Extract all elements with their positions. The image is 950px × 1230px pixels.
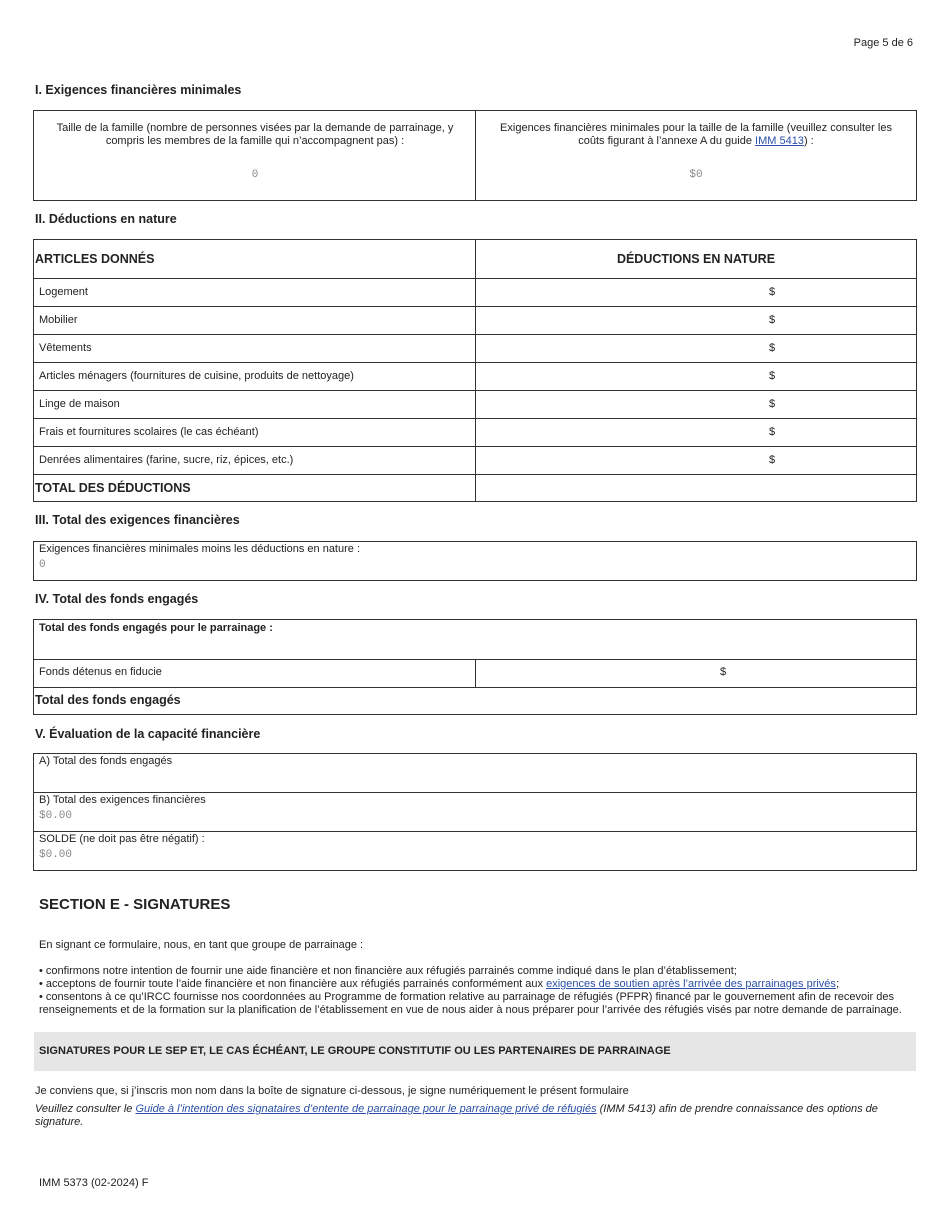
- total-requirements-label: Exigences financières minimales moins les déductions en nature :: [39, 543, 360, 555]
- row-line: [34, 418, 916, 419]
- row-line: [34, 831, 916, 832]
- section-i-title: I. Exigences financières minimales: [35, 83, 242, 97]
- row-line: [34, 390, 916, 391]
- row-line: [34, 362, 916, 363]
- row-input-food[interactable]: $: [769, 454, 776, 466]
- bullet-accept-end: ;: [835, 978, 839, 990]
- signatories-guide-link[interactable]: Guide à l’intention des signataires d’entente de parrainage pour le parrainage privé de réfugiés: [135, 1103, 597, 1115]
- row-label-school: Frais et fournitures scolaires (le cas échéant): [39, 426, 259, 438]
- bullet-confirm: • confirmons notre intention de fournir une aide financière et non financière aux réfugiés parrainés comme indiqué dans le plan d’établissement;: [39, 965, 737, 977]
- min-requirement-label-text: Exigences financières minimales pour la taille de la famille (veuillez consulter les coûts figurant à l’annexe A du guide: [500, 122, 892, 147]
- section-iii-title: III. Total des exigences financières: [35, 513, 240, 527]
- total-requirements-input[interactable]: 0: [39, 559, 46, 571]
- row-input-clothing[interactable]: $: [769, 342, 776, 354]
- row-input-housing[interactable]: $: [769, 286, 776, 298]
- family-size-input[interactable]: 0: [251, 169, 259, 181]
- row-line: [34, 334, 916, 335]
- section-i-table: [33, 110, 917, 201]
- col-header-items: ARTICLES DONNÉS: [35, 252, 155, 266]
- committed-funds-label: Total des fonds engagés pour le parrainage :: [39, 622, 273, 634]
- section-v-title: V. Évaluation de la capacité financière: [35, 727, 261, 741]
- divider: [475, 240, 476, 501]
- trust-funds-input[interactable]: $: [720, 666, 727, 678]
- divider: [475, 111, 476, 200]
- row-label-clothing: Vêtements: [39, 342, 92, 354]
- row-input-linen[interactable]: $: [769, 398, 776, 410]
- total-deductions-field[interactable]: [476, 475, 916, 501]
- signing-intro: En signant ce formulaire, nous, en tant que groupe de parrainage :: [39, 939, 364, 951]
- bullet-accept-text: • acceptons de fournir toute l’aide financière et non financière aux réfugiés parrainés conformément aux: [39, 978, 547, 990]
- row-label-linen: Linge de maison: [39, 398, 120, 410]
- row-line: [34, 306, 916, 307]
- support-requirements-link[interactable]: exigences de soutien après l’arrivée des parrainages privés: [546, 978, 836, 990]
- section-e-title: SECTION E - SIGNATURES: [39, 896, 231, 913]
- row-input-household[interactable]: $: [769, 370, 776, 382]
- row-label-household: Articles ménagers (fournitures de cuisine, produits de nettoyage): [39, 370, 354, 382]
- guide-reference-text: Veuillez consulter le: [35, 1103, 136, 1115]
- col-header-deductions: DÉDUCTIONS EN NATURE: [616, 252, 776, 266]
- row-input-school[interactable]: $: [769, 426, 776, 438]
- family-size-label: Taille de la famille (nombre de personnes visées par la demande de parrainage, y compris les membres de la famille qui n’accompagnent pas) :: [56, 122, 454, 147]
- row-line: [34, 278, 916, 279]
- min-requirement-input[interactable]: $0: [689, 169, 703, 181]
- trust-funds-label: Fonds détenus en fiducie: [39, 666, 162, 678]
- total-deductions-label: TOTAL DES DÉDUCTIONS: [35, 481, 191, 495]
- balance-label: SOLDE (ne doit pas être négatif) :: [39, 833, 205, 845]
- deductions-table: [33, 239, 917, 502]
- row-label-food: Denrées alimentaires (farine, sucre, riz, épices, etc.): [39, 454, 294, 466]
- digital-signature-agreement: Je conviens que, si j’inscris mon nom dans la boîte de signature ci-dessous, je signe numériquement le présent formulaire: [35, 1085, 629, 1097]
- capacity-table: [33, 753, 917, 871]
- bullet-accept: [39, 978, 899, 991]
- signatures-header-bar: [34, 1032, 916, 1071]
- row-line: [34, 792, 916, 793]
- a-total-committed-label: A) Total des fonds engagés: [39, 755, 173, 767]
- section-iv-title: IV. Total des fonds engagés: [35, 592, 199, 606]
- balance-input[interactable]: $0.00: [39, 849, 73, 861]
- divider: [475, 659, 476, 687]
- guide-reference: [35, 1103, 895, 1129]
- bullet-consent: • consentons à ce qu’IRCC fournisse nos coordonnées au Programme de formation relative au parrainage de réfugiés (PFPR) financé par le gouvernement afin de recevoir des renseignements et de la formation sur la planification de l’établissement en vue de nous aider à nous préparer pour l’arrivée des réfugiés visés par notre demande de parrainage.: [39, 991, 902, 1016]
- min-requirement-label-end: ) :: [803, 135, 814, 147]
- guide-reference-end: (IMM 5413) afin de prendre connaissance des options de signature.: [35, 1103, 878, 1128]
- row-label-furniture: Mobilier: [39, 314, 78, 326]
- imm-5413-link[interactable]: IMM 5413: [755, 135, 804, 147]
- row-input-furniture[interactable]: $: [769, 314, 776, 326]
- row-line: [34, 687, 916, 688]
- b-total-requirements-label: B) Total des exigences financières: [39, 794, 206, 806]
- min-requirement-label: [486, 122, 906, 148]
- row-label-housing: Logement: [39, 286, 88, 298]
- total-requirements-box: [33, 541, 917, 581]
- section-ii-title: II. Déductions en nature: [35, 212, 177, 226]
- total-committed-label: Total des fonds engagés: [35, 693, 181, 707]
- committed-funds-table: [33, 619, 917, 715]
- row-line: [34, 446, 916, 447]
- b-total-requirements-input[interactable]: $0.00: [39, 810, 73, 822]
- form-code: IMM 5373 (02-2024) F: [39, 1177, 149, 1189]
- signatures-header-text: SIGNATURES POUR LE SEP ET, LE CAS ÉCHÉANT, LE GROUPE CONSTITUTIF OU LES PARTENAIRES DE PARRAINAGE: [39, 1045, 671, 1057]
- page-number: Page 5 de 6: [853, 37, 913, 49]
